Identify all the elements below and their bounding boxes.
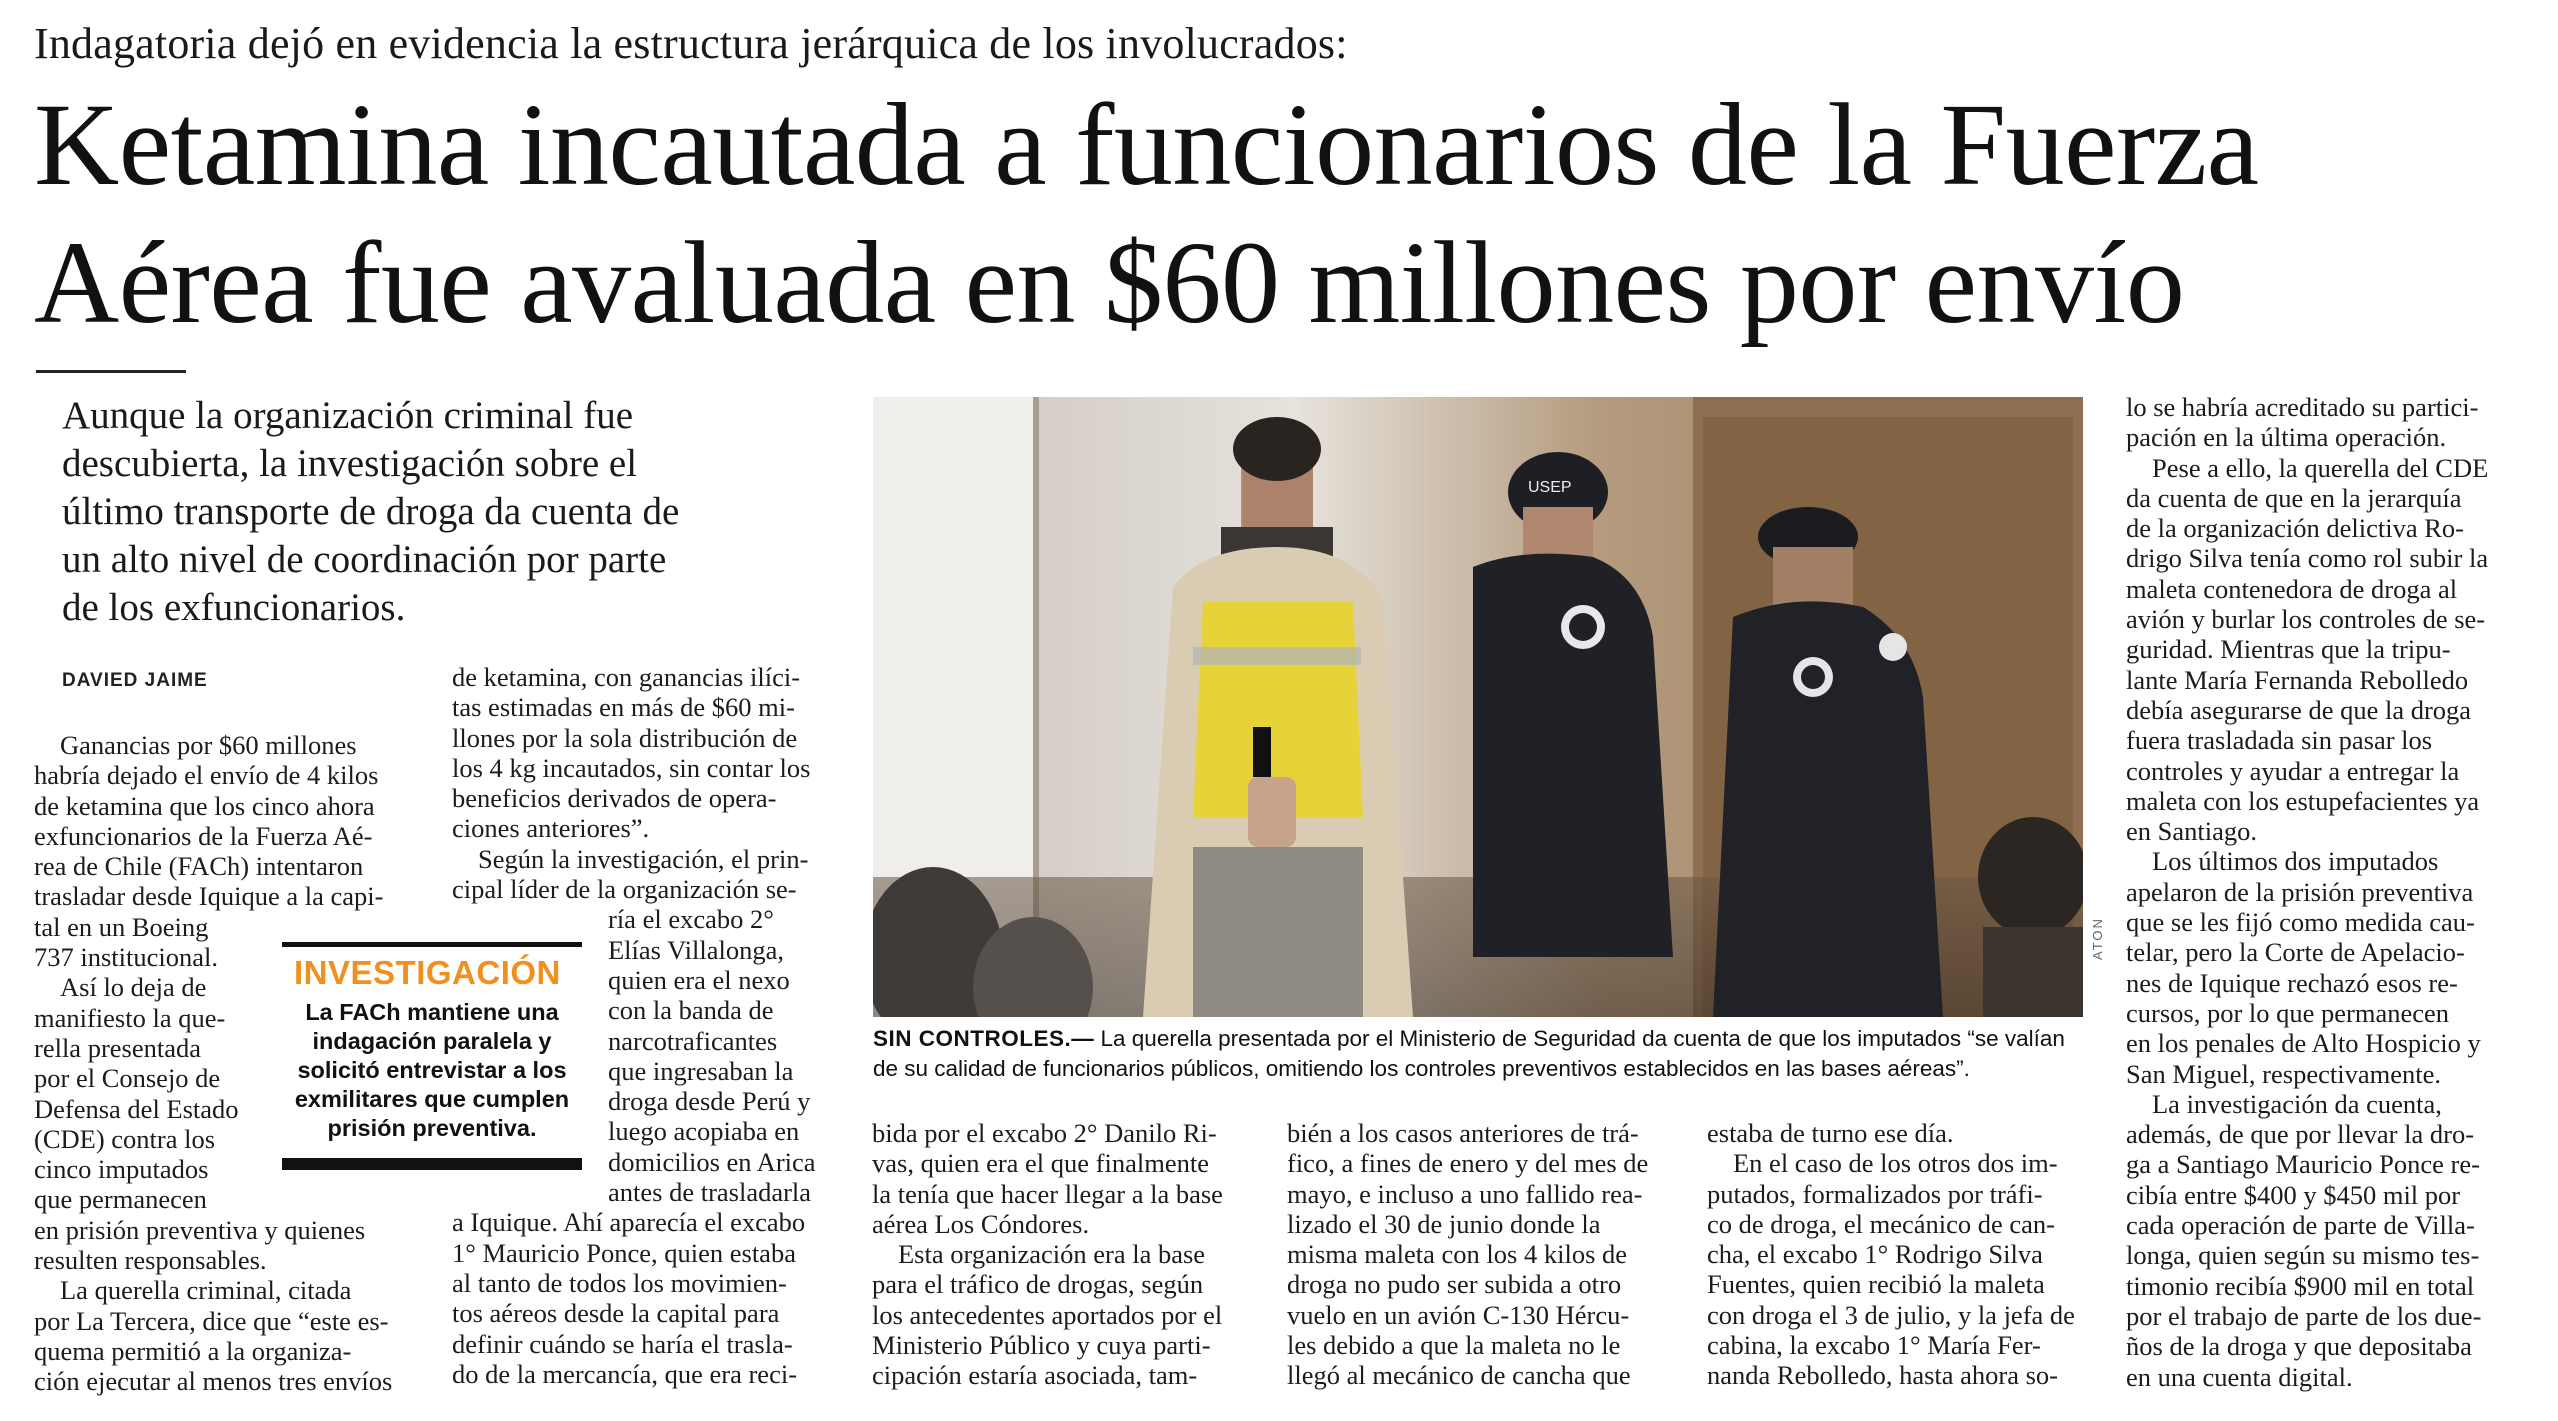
lede bbox=[62, 392, 822, 632]
text-line: nanda Rebolledo, hasta ahora so- bbox=[1707, 1360, 2059, 1391]
text-line: controles y ayudar a entregar la bbox=[2126, 755, 2460, 786]
text-line: putados, formalizados por tráfi- bbox=[1707, 1178, 2043, 1209]
text-line: droga no pudo ser subida a otro bbox=[1287, 1269, 1622, 1300]
headline-line-2: Aérea fue avaluada en $60 millones por envío bbox=[34, 217, 2185, 348]
text-line: ción ejecutar al menos tres envíos bbox=[34, 1366, 393, 1397]
text-line: bida por el excabo 2° Danilo Ri- bbox=[872, 1118, 1217, 1148]
article-column-5 bbox=[1707, 1118, 2087, 1391]
text-line: 1° Mauricio Ponce, quien estaba bbox=[452, 1237, 796, 1268]
text-line: timonio recibía $900 mil en total bbox=[2126, 1270, 2475, 1301]
text-line: en los penales de Alto Hospicio y bbox=[2126, 1028, 2481, 1059]
text-line: la tenía que hacer llegar a la base bbox=[872, 1178, 1223, 1209]
text-line: resulten responsables. bbox=[34, 1245, 267, 1276]
sidebar-line: indagación paralela y bbox=[312, 1028, 552, 1054]
text-line: guridad. Mientras que la tripu- bbox=[2126, 634, 2451, 665]
text-line: además, de que por llevar la dro- bbox=[2126, 1119, 2475, 1150]
text-line: maleta contenedora de droga al bbox=[2126, 573, 2458, 604]
caption-line-1 bbox=[873, 1024, 2083, 1054]
text-line: exfuncionarios de la Fuerza Aé- bbox=[34, 820, 373, 851]
text-line: Así lo deja de bbox=[60, 972, 207, 1003]
text-line: lante María Fernanda Rebolledo bbox=[2126, 664, 2469, 695]
text-line: ciones anteriores”. bbox=[452, 813, 650, 844]
text-line: en una cuenta digital. bbox=[2126, 1361, 2353, 1392]
text-line: drigo Silva tenía como rol subir la bbox=[2126, 543, 2489, 574]
text-line: de ketamina que los cinco ahora bbox=[34, 790, 375, 821]
text-line: con droga el 3 de julio, y la jefa de bbox=[1707, 1299, 2075, 1330]
text-line: estaba de turno ese día. bbox=[1707, 1118, 1954, 1148]
headline-line-1: Ketamina incautada a funcionarios de la Fuerza bbox=[34, 79, 2259, 210]
text-line: Los últimos dos imputados bbox=[2152, 846, 2439, 877]
kicker: Indagatoria dejó en evidencia la estructura jerárquica de los involucrados: bbox=[34, 19, 1348, 68]
text-line: les debido a que la maleta no le bbox=[1287, 1330, 1621, 1361]
text-line: bién a los casos anteriores de trá- bbox=[1287, 1118, 1639, 1148]
text-line: ños de la droga y que depositaba bbox=[2126, 1331, 2472, 1362]
text-line: con la banda de bbox=[608, 995, 774, 1026]
text-line: maleta con los estupefacientes ya bbox=[2126, 785, 2480, 816]
text-line: cha, el excabo 1° Rodrigo Silva bbox=[1707, 1239, 2043, 1270]
text-line: a Iquique. Ahí aparecía el excabo bbox=[452, 1207, 806, 1238]
sidebar-bottom-rule bbox=[282, 1158, 582, 1170]
text-line: para el tráfico de drogas, según bbox=[872, 1269, 1204, 1300]
sidebar-top-rule bbox=[282, 942, 582, 947]
text-line: fuera trasladada sin pasar los bbox=[2126, 725, 2433, 756]
text-line: rella presentada bbox=[34, 1032, 201, 1063]
text-line: Fuentes, quien recibió la maleta bbox=[1707, 1269, 2045, 1300]
text-line: co de droga, el mecánico de can- bbox=[1707, 1208, 2055, 1239]
text-line: (CDE) contra los bbox=[34, 1123, 216, 1154]
text-line: definir cuándo se haría el trasla- bbox=[452, 1328, 793, 1359]
text-line: cinco imputados bbox=[34, 1154, 209, 1185]
photo-illustration bbox=[873, 397, 2083, 1017]
text-line: quien era el nexo bbox=[608, 964, 790, 995]
text-line: Ministerio Público y cuya parti- bbox=[872, 1330, 1211, 1361]
photo-caption bbox=[873, 1024, 2083, 1084]
text-line: manifiesto la que- bbox=[34, 1002, 226, 1033]
text-line: nes de Iquique rechazó esos re- bbox=[2126, 967, 2458, 998]
text-line: La investigación da cuenta, bbox=[2152, 1088, 2442, 1119]
text-line: quema permitió a la organiza- bbox=[34, 1335, 352, 1366]
text-line: que ingresaban la bbox=[608, 1055, 794, 1086]
text-line: luego acopiaba en bbox=[608, 1116, 800, 1147]
caption-line-2: de su calidad de funcionarios públicos, omitiendo los controles preventivos establecidos en las bases aéreas”. bbox=[873, 1056, 1970, 1081]
text-line: vuelo en un avión C-130 Hércu- bbox=[1287, 1299, 1630, 1330]
text-line: por La Tercera, dice que “este es- bbox=[34, 1305, 389, 1336]
text-line: llegó al mecánico de cancha que bbox=[1287, 1360, 1631, 1391]
text-line: telar, pero la Corte de Apelacio- bbox=[2126, 937, 2465, 968]
text-line: Esta organización era la base bbox=[898, 1239, 1206, 1270]
text-line: La querella criminal, citada bbox=[60, 1275, 352, 1306]
text-line: Pese a ello, la querella del CDE bbox=[2152, 452, 2489, 483]
lede-line: descubierta, la investigación sobre el bbox=[62, 442, 638, 485]
text-line: ría el excabo 2° bbox=[608, 904, 774, 935]
text-line: beneficios derivados de opera- bbox=[452, 783, 777, 814]
text-line: aérea Los Cóndores. bbox=[872, 1208, 1090, 1239]
text-line: domicilios en Arica bbox=[608, 1146, 816, 1177]
text-line: Según la investigación, el prin- bbox=[478, 843, 809, 874]
text-line: da cuenta de que en la jerarquía bbox=[2126, 482, 2462, 513]
text-line: vas, quien era el que finalmente bbox=[872, 1148, 1209, 1179]
text-line: habría dejado el envío de 4 kilos bbox=[34, 760, 379, 791]
photo-credit: ATON bbox=[2090, 917, 2105, 960]
lede-line: Aunque la organización criminal fue bbox=[62, 394, 634, 437]
text-line: San Miguel, respectivamente. bbox=[2126, 1058, 2441, 1089]
text-line: debía asegurarse de que la droga bbox=[2126, 694, 2472, 725]
text-line: cursos, por lo que permanecen bbox=[2126, 997, 2450, 1028]
text-line: de la organización delictiva Ro- bbox=[2126, 513, 2464, 544]
section-rule bbox=[36, 370, 186, 373]
text-line: apelaron de la prisión preventiva bbox=[2126, 876, 2474, 907]
headline bbox=[34, 76, 2494, 352]
caption-label: SIN CONTROLES.— bbox=[873, 1026, 1095, 1051]
sidebar-box bbox=[282, 942, 582, 1170]
news-photo bbox=[873, 397, 2083, 1017]
article-column-4 bbox=[1287, 1118, 1667, 1391]
text-line: pación en la última operación. bbox=[2126, 422, 2447, 453]
lede-line: de los exfuncionarios. bbox=[62, 586, 406, 629]
text-line: cibía entre $400 y $450 mil por bbox=[2126, 1179, 2461, 1210]
sidebar-line: La FACh mantiene una bbox=[305, 999, 559, 1025]
text-line: tal en un Boeing bbox=[34, 911, 209, 942]
text-line: fico, a fines de enero y del mes de bbox=[1287, 1148, 1649, 1179]
article-column-6 bbox=[2126, 392, 2516, 1392]
vest-text: USEP bbox=[1528, 479, 1572, 496]
text-line: droga desde Perú y bbox=[608, 1086, 811, 1117]
text-line: Defensa del Estado bbox=[34, 1093, 239, 1124]
sidebar-body bbox=[286, 998, 578, 1143]
text-line: mayo, e incluso a uno fallido rea- bbox=[1287, 1178, 1643, 1209]
text-line: En el caso de los otros dos im- bbox=[1733, 1148, 2058, 1179]
text-line: que permanecen bbox=[34, 1184, 207, 1215]
text-line: de ketamina, con ganancias ilíci- bbox=[452, 662, 801, 692]
caption-text-1: La querella presentada por el Ministerio de Seguridad da cuenta de que los imputados “se valían bbox=[1094, 1026, 2065, 1051]
text-line: al tanto de todos los movimien- bbox=[452, 1267, 787, 1298]
text-line: Elías Villalonga, bbox=[608, 934, 785, 965]
text-line: Ganancias por $60 millones bbox=[60, 730, 357, 760]
text-line: llones por la sola distribución de bbox=[452, 722, 798, 753]
text-line: 737 institucional. bbox=[34, 942, 219, 973]
text-line: ga a Santiago Mauricio Ponce re- bbox=[2126, 1149, 2480, 1180]
text-line: antes de trasladarla bbox=[608, 1177, 812, 1208]
text-line: longa, quien según su mismo tes- bbox=[2126, 1240, 2480, 1271]
sidebar-line: prisión preventiva. bbox=[327, 1115, 537, 1141]
text-line: do de la mercancía, que era reci- bbox=[452, 1358, 798, 1389]
text-line: por el trabajo de parte de los due- bbox=[2126, 1300, 2482, 1331]
text-line: rea de Chile (FACh) intentaron bbox=[34, 851, 364, 882]
text-line: cada operación de parte de Villa- bbox=[2126, 1210, 2475, 1241]
text-line: en Santiago. bbox=[2126, 816, 2257, 847]
text-line: cipación estaría asociada, tam- bbox=[872, 1360, 1198, 1391]
article-column-3 bbox=[872, 1118, 1252, 1391]
sidebar-line: solicitó entrevistar a los bbox=[297, 1057, 567, 1083]
text-line: misma maleta con los 4 kilos de bbox=[1287, 1239, 1628, 1270]
sidebar-line: exmilitares que cumplen bbox=[294, 1086, 570, 1112]
byline: DAVIED JAIME bbox=[62, 670, 208, 691]
text-line: los 4 kg incautados, sin contar los bbox=[452, 752, 811, 783]
text-line: los antecedentes aportados por el bbox=[872, 1299, 1223, 1330]
text-line: trasladar desde Iquique a la capi- bbox=[34, 881, 384, 912]
text-line: narcotraficantes bbox=[608, 1025, 778, 1056]
text-line: por el Consejo de bbox=[34, 1063, 221, 1094]
text-line: cabina, la excabo 1° María Fer- bbox=[1707, 1330, 2041, 1361]
text-line: tas estimadas en más de $60 mi- bbox=[452, 692, 795, 723]
sidebar-title: INVESTIGACIÓN bbox=[294, 954, 561, 991]
text-line: lizado el 30 de junio donde la bbox=[1287, 1208, 1601, 1239]
text-line: lo se habría acreditado su partici- bbox=[2126, 392, 2479, 422]
text-line: en prisión preventiva y quienes bbox=[34, 1214, 366, 1245]
text-line: que se les fijó como medida cau- bbox=[2126, 907, 2475, 938]
text-line: avión y burlar los controles de se- bbox=[2126, 604, 2486, 635]
text-line: tos aéreos desde la capital para bbox=[452, 1298, 780, 1329]
lede-line: último transporte de droga da cuenta de bbox=[62, 490, 680, 533]
lede-line: un alto nivel de coordinación por parte bbox=[62, 538, 667, 581]
text-line: cipal líder de la organización se- bbox=[452, 874, 797, 905]
